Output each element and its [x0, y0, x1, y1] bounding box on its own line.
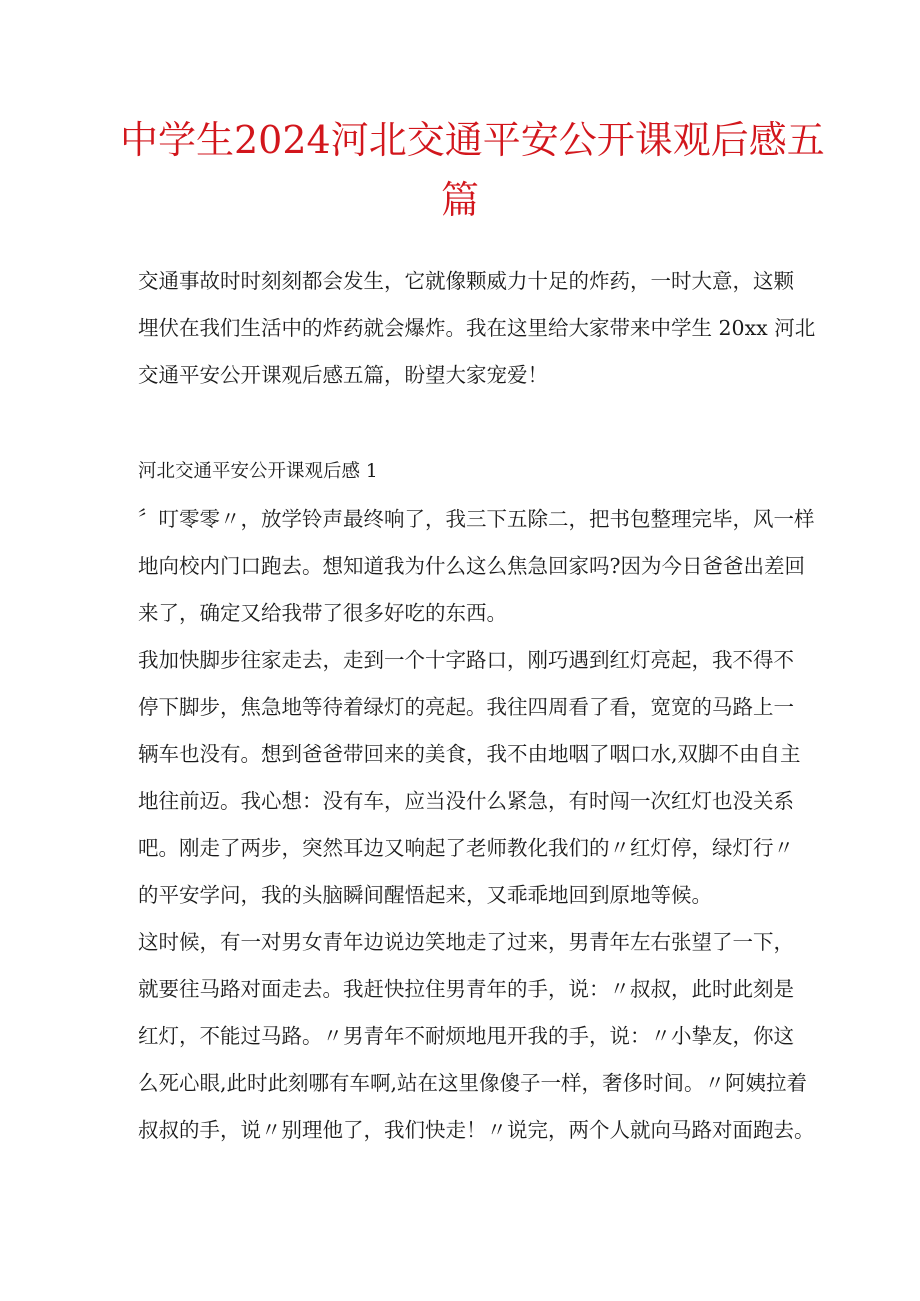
- text-line: 我加快脚步往家走去，走到一个十字路口，刚巧遇到红灯亮起，我不得不: [138, 648, 794, 672]
- title-line: 篇: [440, 178, 479, 222]
- text-line: 地往前迈。我心想：没有车，应当没什么紧急，有时闯一次红灯也没关系: [138, 789, 794, 813]
- text-line: 的平安学问，我的头脑瞬间醒悟起来，又乖乖地回到原地等候。: [138, 883, 712, 907]
- title-line: 中学生2024河北交通平安公开课观后感五: [120, 118, 825, 162]
- section-heading: 河北交通平安公开课观后感 1: [138, 461, 378, 482]
- article-body: [138, 496, 815, 1154]
- intro-paragraph: [138, 258, 816, 399]
- text-line: 地向校内门口跑去。想知道我为什么这么焦急回家吗?因为今日爸爸出差回: [138, 554, 805, 578]
- text-line: 么死心眼,此时此刻哪有车啊,站在这里像傻子一样，奢侈时间。〃阿姨拉着: [138, 1071, 808, 1095]
- text-line: 叔叔的手，说〃别理他了，我们快走！〃说完，两个人就向马路对面跑去。: [138, 1118, 815, 1142]
- text-line: 红灯，不能过马路。〃男青年不耐烦地甩开我的手，说：〃小挚友，你这: [138, 1024, 794, 1048]
- text-line: 埋伏在我们生活中的炸药就会爆炸。我在这里给大家带来中学生 20xx 河北: [138, 316, 816, 340]
- text-line: 吧。刚走了两步，突然耳边又响起了老师教化我们的〃红灯停，绿灯行〃: [138, 836, 794, 860]
- text-line: 就要往马路对面走去。我赶快拉住男青年的手，说：〃叔叔，此时此刻是: [138, 977, 794, 1001]
- text-line: 交通平安公开课观后感五篇，盼望大家宠爱！: [138, 363, 548, 387]
- paragraph: [138, 637, 801, 919]
- text-line: 〞叮零零〃，放学铃声最终响了，我三下五除二，把书包整理完毕，风一样: [138, 507, 815, 531]
- paragraph: [138, 919, 815, 1154]
- text-line: 停下脚步，焦急地等待着绿灯的亮起。我往四周看了看，宽宽的马路上一: [138, 695, 794, 719]
- text-line: 交通事故时时刻刻都会发生，它就像颗威力十足的炸药，一时大意，这颗: [138, 269, 794, 293]
- text-line: 这时候，有一对男女青年边说边笑地走了过来，男青年左右张望了一下，: [138, 930, 794, 954]
- text-line: 辆车也没有。想到爸爸带回来的美食，我不由地咽了咽口水,双脚不由自主: [138, 742, 801, 766]
- paragraph: [138, 496, 815, 637]
- document-title: [120, 110, 825, 230]
- text-line: 来了，确定又给我带了很多好吃的东西。: [138, 601, 507, 625]
